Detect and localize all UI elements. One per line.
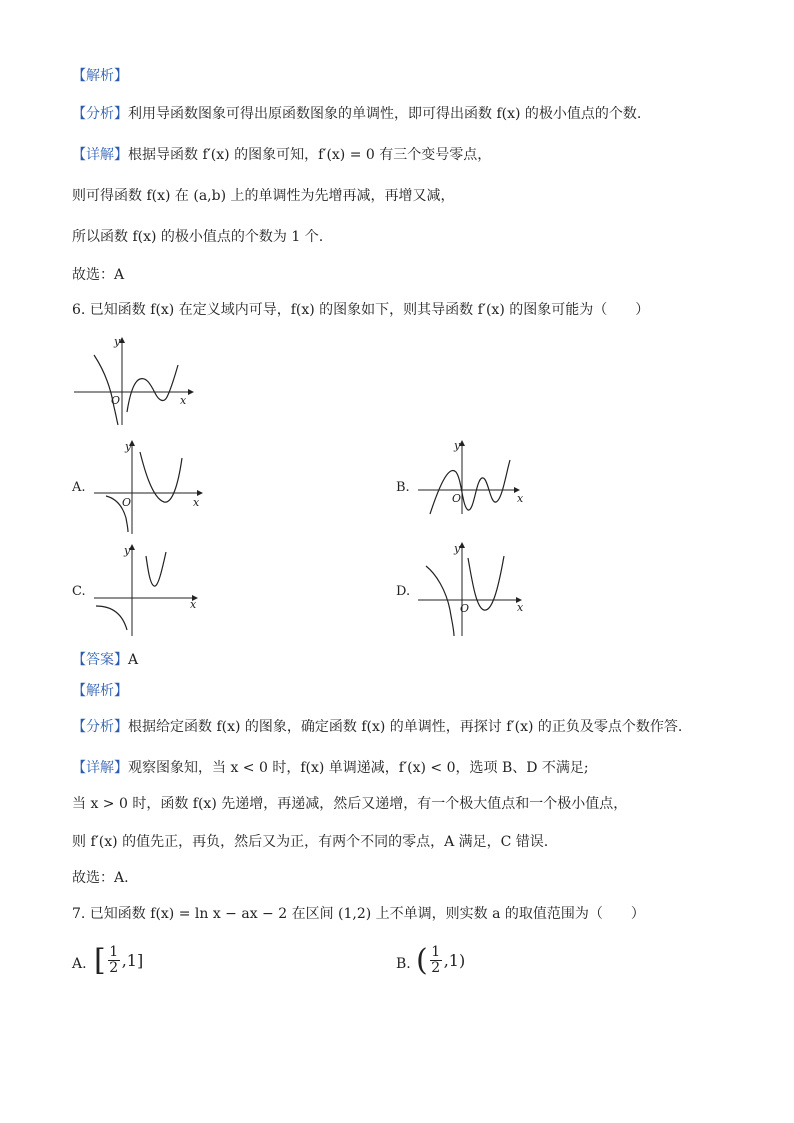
a-curve-right — [140, 452, 182, 502]
main-y-label: y — [114, 335, 121, 348]
q6-detail-1: 【详解】观察图象知，当 x < 0 时，f(x) 单调递减，f′(x) < 0，选项 B、D 不满足; — [72, 760, 589, 776]
c-x-label: x — [190, 598, 197, 611]
d-origin-label: O — [460, 602, 470, 615]
b-x-label: x — [517, 492, 524, 505]
d-x-label: x — [517, 601, 524, 614]
q5-choice: 故选：A — [72, 267, 125, 283]
q6-option-a-graph[interactable] — [92, 438, 207, 538]
q7-a-fraction: 1 2 — [109, 944, 119, 976]
q6-stem: 6. 已知函数 f(x) 在定义域内可导，f(x) 的图象如下，则其导函数 f′(x) 的图象可能为（ ） — [72, 302, 650, 318]
q6-answer: 【答案】A — [72, 652, 139, 668]
a-y-label: y — [125, 440, 132, 453]
main-origin-label: O — [111, 394, 121, 407]
c-curve-right — [146, 552, 166, 586]
q5-fenxi: 【分析】利用导函数图象可得出原函数图象的单调性，即可得出函数 f(x) 的极小值点的个数. — [72, 106, 642, 122]
q5-detail-2: 则可得函数 f(x) 在 (a,b) 上的单调性为先增再减，再增又减， — [72, 188, 455, 204]
q6-detail-2: 当 x > 0 时，函数 f(x) 先递增，再递减，然后又递增，有一个极大值点和一个极小值点， — [72, 796, 628, 812]
a-origin-label: O — [122, 496, 132, 509]
c-y-label: y — [124, 544, 131, 557]
d-curve-left — [426, 566, 454, 636]
q6-option-c-label[interactable]: C. — [72, 584, 86, 599]
d-y-label: y — [454, 542, 461, 555]
q6-jiexi-heading: 【解析】 — [72, 683, 128, 699]
a-x-label: x — [193, 496, 200, 509]
b-curve — [430, 460, 510, 514]
q5-detail-1: 【详解】根据导函数 f′(x) 的图象可知，f′(x) = 0 有三个变号零点， — [72, 147, 492, 163]
q6-option-a-label[interactable]: A. — [72, 480, 86, 495]
q7-option-b[interactable]: ( 1 2 ,1) — [416, 942, 466, 978]
q6-option-b-graph[interactable] — [416, 438, 531, 518]
q6-detail-3: 则 f′(x) 的值先正，再负，然后又为正，有两个不同的零点，A 满足，C 错误. — [72, 834, 549, 850]
q7-option-b-label[interactable]: B. — [396, 956, 411, 972]
q7-stem: 7. 已知函数 f(x) = ln x − ax − 2 在区间 (1,2) 上不单调，则实数 a 的取值范围为（ ） — [72, 906, 645, 922]
q6-main-graph — [70, 335, 200, 430]
main-x-label: x — [180, 394, 187, 407]
q6-option-d-label[interactable]: D. — [396, 584, 411, 599]
c-curve-left — [96, 606, 127, 630]
b-origin-label: O — [452, 492, 462, 505]
q6-option-c-graph[interactable] — [92, 540, 207, 640]
main-curve-right — [127, 365, 178, 412]
q6-option-b-label[interactable]: B. — [396, 480, 410, 495]
q6-fenxi: 【分析】根据给定函数 f(x) 的图象，确定函数 f(x) 的单调性，再探讨 f′(x) 的正负及零点个数作答. — [72, 719, 683, 735]
q6-choice: 故选：A. — [72, 870, 129, 886]
d-curve-right — [468, 556, 504, 610]
q7-b-fraction: 1 2 — [431, 944, 441, 976]
main-curve-left — [94, 355, 121, 425]
q5-detail-3: 所以函数 f(x) 的极小值点的个数为 1 个. — [72, 229, 324, 245]
q6-option-d-graph[interactable] — [416, 540, 531, 640]
q7-option-a[interactable]: [ 1 2 ,1] — [94, 942, 144, 978]
q7-option-a-label[interactable]: A. — [72, 956, 87, 972]
q5-jiexi-heading: 【解析】 — [72, 68, 128, 84]
b-y-label: y — [454, 439, 461, 452]
